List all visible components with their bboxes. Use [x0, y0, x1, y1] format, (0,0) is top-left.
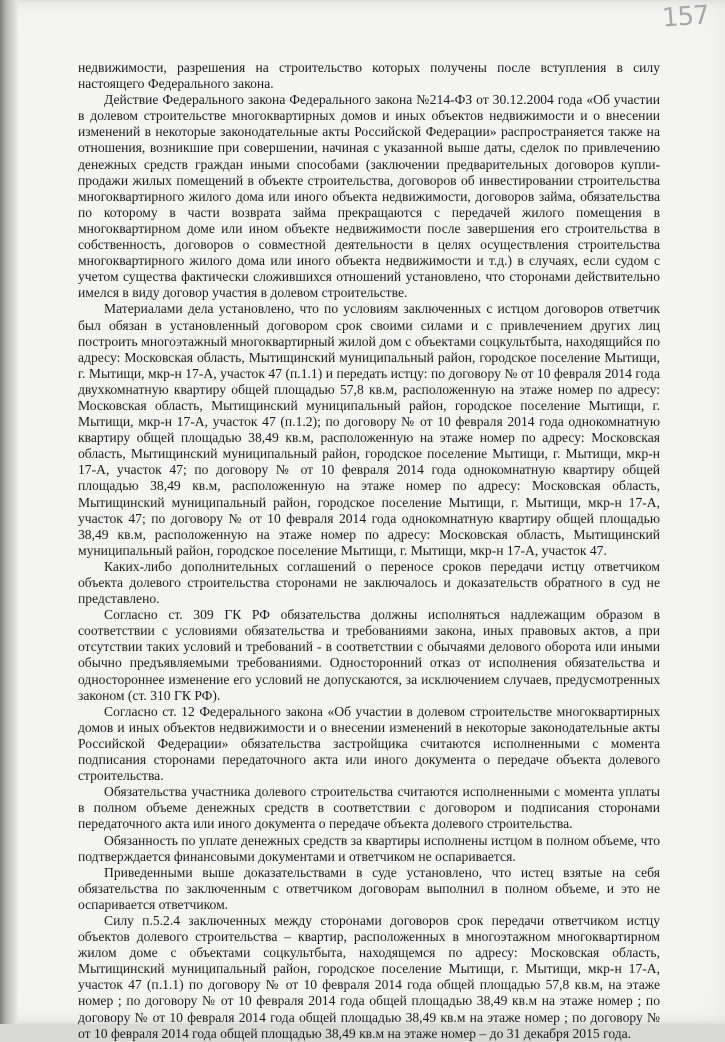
paragraph: Обязательства участника долевого строительства считаются исполненными с момента уплаты в полном объеме денежных средств в соответствии с договором и подписания сторонами передаточного акта или иного документа о передаче объекта долевого строительства.	[78, 784, 660, 832]
page-number-mark: 157	[661, 0, 710, 34]
paragraph: Каких-либо дополнительных соглашений о переносе сроков передачи истцу ответчиком объекта долевого строительства сторонами не заключалось и доказательств обратного в суд не представлено.	[78, 558, 660, 607]
paragraph: недвижимости, разрешения на строительство которых получены после вступления в силу настоящего Федерального закона.	[78, 60, 660, 92]
paragraph: Согласно ст. 12 Федерального закона «Об участии в долевом строительстве многоквартирных домов и иных объектов недвижимости и о внесении изменений в некоторые законодательные акты Российской Федерации» обязательства застройщика считаются исполненными с момента подписания сторонами передаточного акта или иного документа о передаче объекта долевого строительства.	[78, 703, 660, 784]
paragraph: Материалами дела установлено, что по условиям заключенных с истцом договоров ответчик был обязан в установленный договором срок своими силами и с привлечением других лиц построить многоэтажный многоквартирный жилой дом с объектами соцкультбыта, находящийся по адресу: Московская область, Мытищинский муниципальный район, городское поселение Мытищи, г. Мытищи, мкр-н 17-А, участок 47 (п.1.1) и передать истцу: по договору № от 10 февраля 2014 года двухкомнатную квартиру общей площадью 57,8 кв.м, расположенную на этаже номер по адресу: Московская область, Мытищинский муниципальный район, городское поселение Мытищи, г. Мытищи, мкр-н 17-А, участок 47 (п.1.2); по договору № от 10 февраля 2014 года однокомнатную квартиру общей площадью 38,49 кв.м, расположенную на этаже номер по адресу: Московская область, Мытищинский муниципальный район, городское поселение Мытищи, г. Мытищи, мкр-н 17-А, участок 47; по договору № от 10 февраля 2014 года однокомнатную квартиру общей площадью 38,49 кв.м, расположенную на этаже номер по адресу: Московская область, Мытищинский муниципальный район, городское поселение Мытищи, г. Мытищи, мкр-н 17-А, участок 47; по договору № от 10 февраля 2014 года однокомнатную квартиру общей площадью 38,49 кв.м, расположенную на этаже номер по адресу: Московская область, Мытищинский муниципальный район, городское поселение Мытищи, г. Мытищи, мкр-н 17-А, участок 47.	[78, 301, 660, 558]
paragraph: Согласно ст. 309 ГК РФ обязательства должны исполняться надлежащим образом в соответствии с условиями обязательства и требованиями закона, иных правовых актов, а при отсутствии таких условий и требований - в соответствии с обычаями делового оборота или иными обычно предъявляемыми требованиями. Односторонний отказ от исполнения обязательства и одностороннее изменение его условий не допускаются, за исключением случаев, предусмотренных законом (ст. 310 ГК РФ).	[78, 607, 660, 703]
document-body	[78, 60, 660, 1042]
paragraph: Действие Федерального закона Федерального закона №214-ФЗ от 30.12.2004 года «Об участии в долевом строительстве многоквартирных домов и иных объектов недвижимости и о внесении изменений в некоторые законодательные акты Российской Федерации» распространяется также на отношения, возникшие при совершении, начиная с указанной выше даты, сделок по привлечению денежных средств граждан иными способами (заключении предварительных договоров купли-продажи жилых помещений в объекте строительства, договоров об инвестировании строительства многоквартирного жилого дома или иного объекта недвижимости, договоров займа, обязательства по которому в части возврата займа прекращаются с передачей жилого помещения в многоквартирном доме или ином объекте недвижимости после завершения его строительства в собственность, договоров о совместной деятельности в целях осуществления строительства многоквартирного жилого дома или иного объекта недвижимости и т.д.) в случаях, если судом с учетом существа фактически сложившихся отношений установлено, что сторонами действительно имелся в виду договор участия в долевом строительстве.	[78, 92, 660, 301]
paragraph: Приведенными выше доказательствами в суде установлено, что истец взятые на себя обязательства по заключенным с ответчиком договорам выполнил в полном объеме, и это не оспаривается ответчиком.	[78, 864, 660, 912]
paragraph: Силу п.5.2.4 заключенных между сторонами договоров срок передачи ответчиком истцу объектов долевого строительства – квартир, расположенных в многоэтажном многоквартирном жилом доме с объектами соцкультбыта, находящемся по адресу: Московская область, Мытищинский муниципальный район, городское поселение Мытищи, г. Мытищи, мкр-н 17-А, участок 47 (п.1.1) по договору № от 10 февраля 2014 года общей площадью 57,8 кв.м, на этаже номер ; по договору № от 10 февраля 2014 года общей площадью 38,49 кв.м на этаже номер ; по договору № от 10 февраля 2014 года общей площадью 38,49 кв.м на этаже номер ; по договору № от 10 февраля 2014 года общей площадью 38,49 кв.м на этаже номер – до 31 декабря 2015 года.	[78, 912, 660, 1041]
scan-edge-shadow	[0, 0, 18, 1024]
paragraph: Обязанность по уплате денежных средств за квартиры исполнены истцом в полном объеме, что подтверждается финансовыми документами и ответчиком не оспаривается.	[78, 832, 660, 864]
